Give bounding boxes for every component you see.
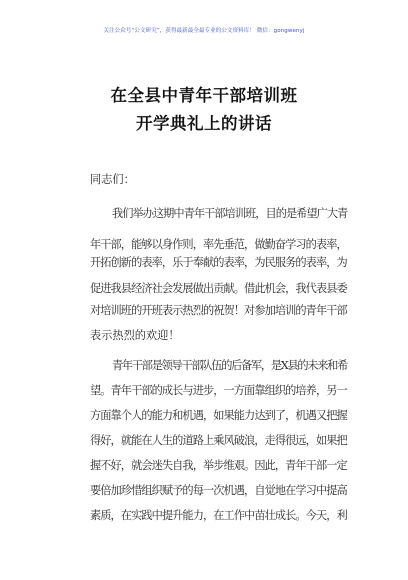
- paragraph-line: 促进我县经济社会发展做出贡献。借此机会，我代表县委: [90, 282, 347, 295]
- paragraph-line: 素质，在实践中提升能力，在工作中苗壮成长。今天，利: [90, 509, 347, 522]
- paragraph-line: 望。青年干部的成长与进步，一方面靠组织的培养，另一: [90, 384, 347, 397]
- paragraph-line: 握不好，就会迷失自我，举步维艰。因此，青年干部一定: [90, 459, 347, 472]
- paragraph-line: 青年干部是领导干部队伍的后备军，是X县的未来和希: [112, 359, 348, 372]
- document-title-line-2: 开学典礼上的讲话: [136, 114, 272, 133]
- paragraph-line: 我们举办这期中青年干部培训班，目的是希望广大青: [112, 207, 348, 220]
- document-title-line-1: 在全县中青年干部培训班: [110, 86, 298, 105]
- paragraph-line: 表示热烈的欢迎！: [90, 329, 180, 342]
- paragraph-line: 开拓创新的表率，乐于奉献的表率，为民服务的表率，为: [90, 256, 347, 269]
- paragraph-line: 对培训班的开班表示热烈的祝贺！对参加培训的青年干部: [90, 304, 347, 317]
- header-banner: 关注公众号“公文研究”，获得最新最全最专业的公文资料库！ 微信：gongwenyj: [103, 28, 305, 34]
- paragraph-line: 得好，就能在人生的道路上乘风破浪，走得很远，如果把: [90, 434, 347, 447]
- paragraph-line: 年干部，能够以身作则，率先垂范，做勤奋学习的表率，: [90, 238, 347, 251]
- salutation: 同志们：: [90, 173, 135, 186]
- paragraph-line: 方面靠个人的能力和机遇，如果能力达到了，机遇又把握: [90, 409, 347, 422]
- paragraph-line: 要倍加珍惜组织赋予的每一次机遇，自觉地在学习中提高: [90, 484, 347, 497]
